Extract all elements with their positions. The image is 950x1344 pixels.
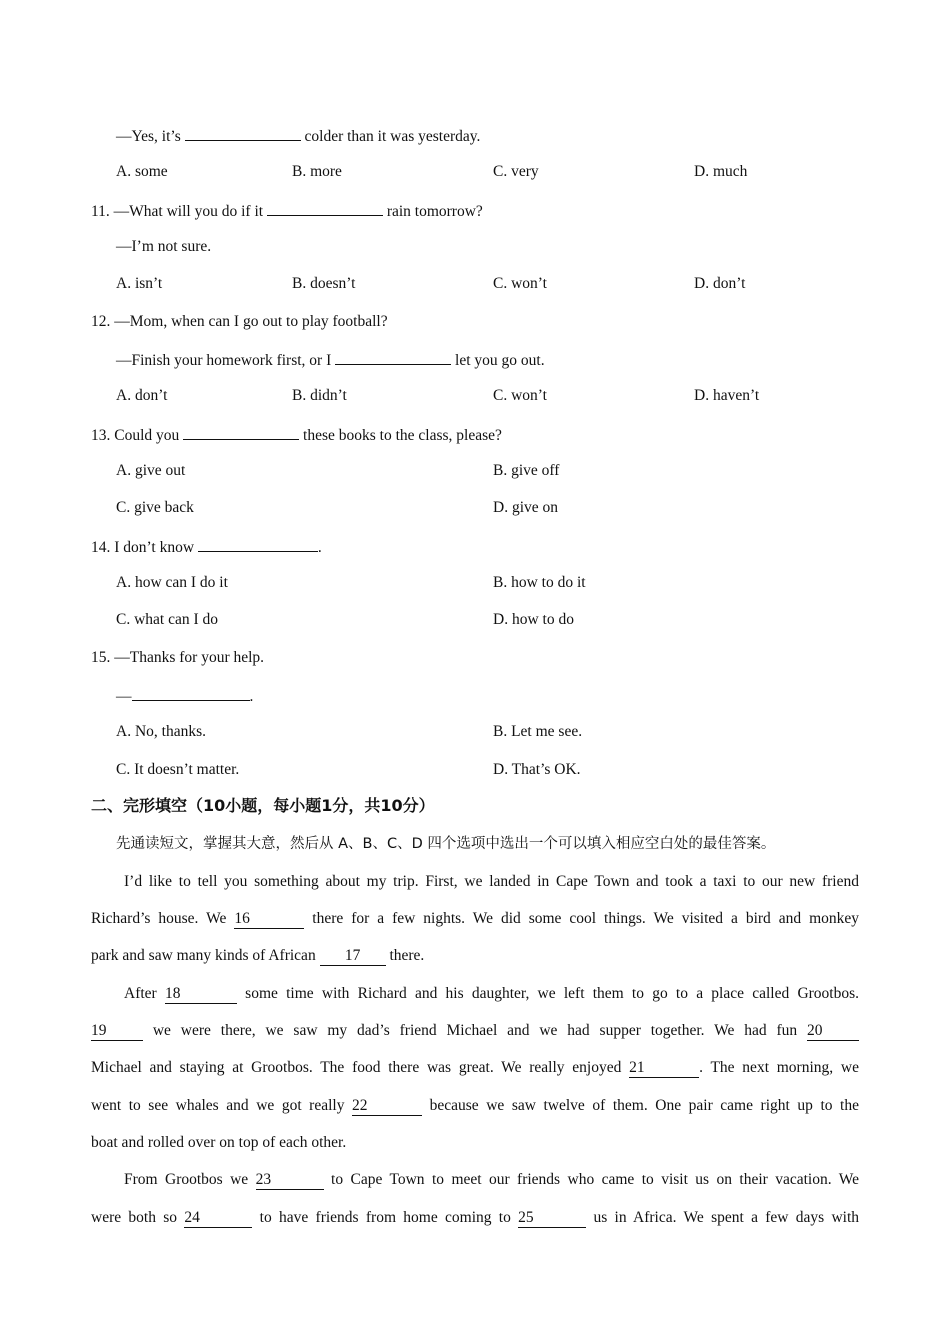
- blank-19[interactable]: 19: [91, 1022, 143, 1041]
- passage-text: From Grootbos we: [124, 1171, 249, 1188]
- q14-option-d[interactable]: D. how to do: [493, 611, 574, 628]
- q10-option-a[interactable]: A. some: [116, 163, 168, 180]
- q12-reply-before: —Finish your homework first, or I: [116, 352, 332, 369]
- q15-option-b[interactable]: B. Let me see.: [493, 723, 583, 740]
- q11-reply: —I’m not sure.: [116, 238, 212, 255]
- q12-option-b[interactable]: B. didn’t: [292, 387, 347, 404]
- q15-option-d[interactable]: D. That’s OK.: [493, 761, 581, 778]
- q11-option-b[interactable]: B. doesn’t: [292, 275, 356, 292]
- blank-16[interactable]: 16: [234, 910, 304, 929]
- q14-prompt-before: 14. I don’t know: [91, 539, 195, 556]
- passage-p1-line3: [91, 946, 424, 966]
- q15-option-a[interactable]: A. No, thanks.: [116, 723, 206, 740]
- passage-text: there for a few nights. We did some cool things. We visited a bird and monkey: [312, 910, 860, 927]
- q14-prompt-after: .: [317, 539, 322, 556]
- q13-prompt: [91, 424, 502, 446]
- q11-option-c[interactable]: C. won’t: [493, 275, 547, 292]
- passage-p1-line2: [91, 909, 859, 929]
- blank-22[interactable]: 22: [352, 1097, 422, 1116]
- q12-answer-blank[interactable]: [335, 349, 451, 365]
- q13-option-c[interactable]: C. give back: [116, 499, 194, 516]
- q12-reply-after: let you go out.: [455, 352, 545, 369]
- passage-p2-line4: [91, 1096, 859, 1116]
- blank-20[interactable]: 20: [807, 1022, 859, 1041]
- q13-prompt-before: 13. Could you: [91, 427, 180, 444]
- q11-prompt-before: 11. —What will you do if it: [91, 203, 264, 220]
- blank-24[interactable]: 24: [184, 1209, 252, 1228]
- section2-instruction: 先通读短文，掌握其大意，然后从 A、B、C、D 四个选项中选出一个可以填入相应空白处的最佳答案。: [116, 836, 776, 852]
- q11-prompt: [91, 200, 483, 222]
- q10-reply-after: colder than it was yesterday.: [304, 128, 481, 145]
- passage-p2-line3: [91, 1058, 859, 1078]
- q10-answer-blank[interactable]: [185, 125, 301, 141]
- q10-option-b[interactable]: B. more: [292, 163, 342, 180]
- passage-text: were both so: [91, 1209, 178, 1226]
- passage-text: to have friends from home coming to: [259, 1209, 511, 1226]
- blank-18[interactable]: 18: [165, 985, 237, 1004]
- q10-reply: [116, 125, 480, 147]
- q12-option-a[interactable]: A. don’t: [116, 387, 168, 404]
- q13-option-a[interactable]: A. give out: [116, 462, 186, 479]
- blank-25[interactable]: 25: [518, 1209, 586, 1228]
- passage-text: some time with Richard and his daughter, we left them to go to a place called Grootbos.: [245, 985, 860, 1002]
- q10-reply-before: —Yes, it’s: [116, 128, 181, 145]
- q15-reply: [116, 685, 253, 707]
- passage-text: we were there, we saw my dad’s friend Michael and we had supper together. We had fun: [152, 1022, 798, 1039]
- q13-prompt-after: these books to the class, please?: [303, 427, 502, 444]
- passage-p2-line2: [91, 1021, 859, 1041]
- q15-answer-blank[interactable]: [132, 685, 250, 701]
- passage-p1-line1: I’d like to tell you something about my trip. First, we landed in Cape Town and took a taxi to our new friend: [124, 873, 859, 890]
- passage-text: Michael and staying at Grootbos. The food there was great. We really enjoyed: [91, 1059, 622, 1076]
- q15-reply-after: .: [249, 688, 254, 705]
- q12-option-d[interactable]: D. haven’t: [694, 387, 760, 404]
- q12-option-c[interactable]: C. won’t: [493, 387, 547, 404]
- q13-option-d[interactable]: D. give on: [493, 499, 559, 516]
- passage-p3-line2: [91, 1208, 859, 1228]
- blank-17[interactable]: 17: [320, 947, 386, 966]
- section2-heading: 二、完形填空（10小题，每小题1分，共10分）: [91, 796, 435, 815]
- q11-prompt-after: rain tomorrow?: [386, 203, 483, 220]
- q14-answer-blank[interactable]: [198, 536, 318, 552]
- passage-text: After: [124, 985, 157, 1002]
- passage-text: there.: [389, 947, 425, 964]
- q10-option-c[interactable]: C. very: [493, 163, 539, 180]
- blank-21[interactable]: 21: [629, 1059, 699, 1078]
- blank-23[interactable]: 23: [256, 1171, 324, 1190]
- q15-option-c[interactable]: C. It doesn’t matter.: [116, 761, 240, 778]
- passage-text: . The next morning, we: [699, 1059, 859, 1076]
- passage-p2-line5: boat and rolled over on top of each other.: [91, 1134, 347, 1151]
- q14-option-a[interactable]: A. how can I do it: [116, 574, 228, 591]
- passage-text: to Cape Town to meet our friends who came to visit us on their vacation. We: [331, 1171, 860, 1188]
- q15-prompt: 15. —Thanks for your help.: [91, 649, 265, 666]
- q11-option-a[interactable]: A. isn’t: [116, 275, 163, 292]
- passage-p2-line1: [124, 984, 859, 1004]
- q11-option-d[interactable]: D. don’t: [694, 275, 746, 292]
- passage-text: went to see whales and we got really: [91, 1097, 345, 1114]
- passage-text: park and saw many kinds of African: [91, 947, 316, 964]
- q14-prompt: [91, 536, 322, 558]
- passage-text: us in Africa. We spent a few days with: [593, 1209, 860, 1226]
- passage-text: because we saw twelve of them. One pair came right up to the: [429, 1097, 859, 1114]
- q11-answer-blank[interactable]: [267, 200, 383, 216]
- q14-option-b[interactable]: B. how to do it: [493, 574, 586, 591]
- q13-answer-blank[interactable]: [183, 424, 299, 440]
- q14-option-c[interactable]: C. what can I do: [116, 611, 219, 628]
- passage-p3-line1: [124, 1170, 859, 1190]
- q12-prompt: 12. —Mom, when can I go out to play football?: [91, 313, 388, 330]
- passage-text: Richard’s house. We: [91, 910, 227, 927]
- q12-reply: [116, 349, 545, 371]
- q10-option-d[interactable]: D. much: [694, 163, 748, 180]
- q15-reply-before: —: [116, 688, 132, 705]
- q13-option-b[interactable]: B. give off: [493, 462, 560, 479]
